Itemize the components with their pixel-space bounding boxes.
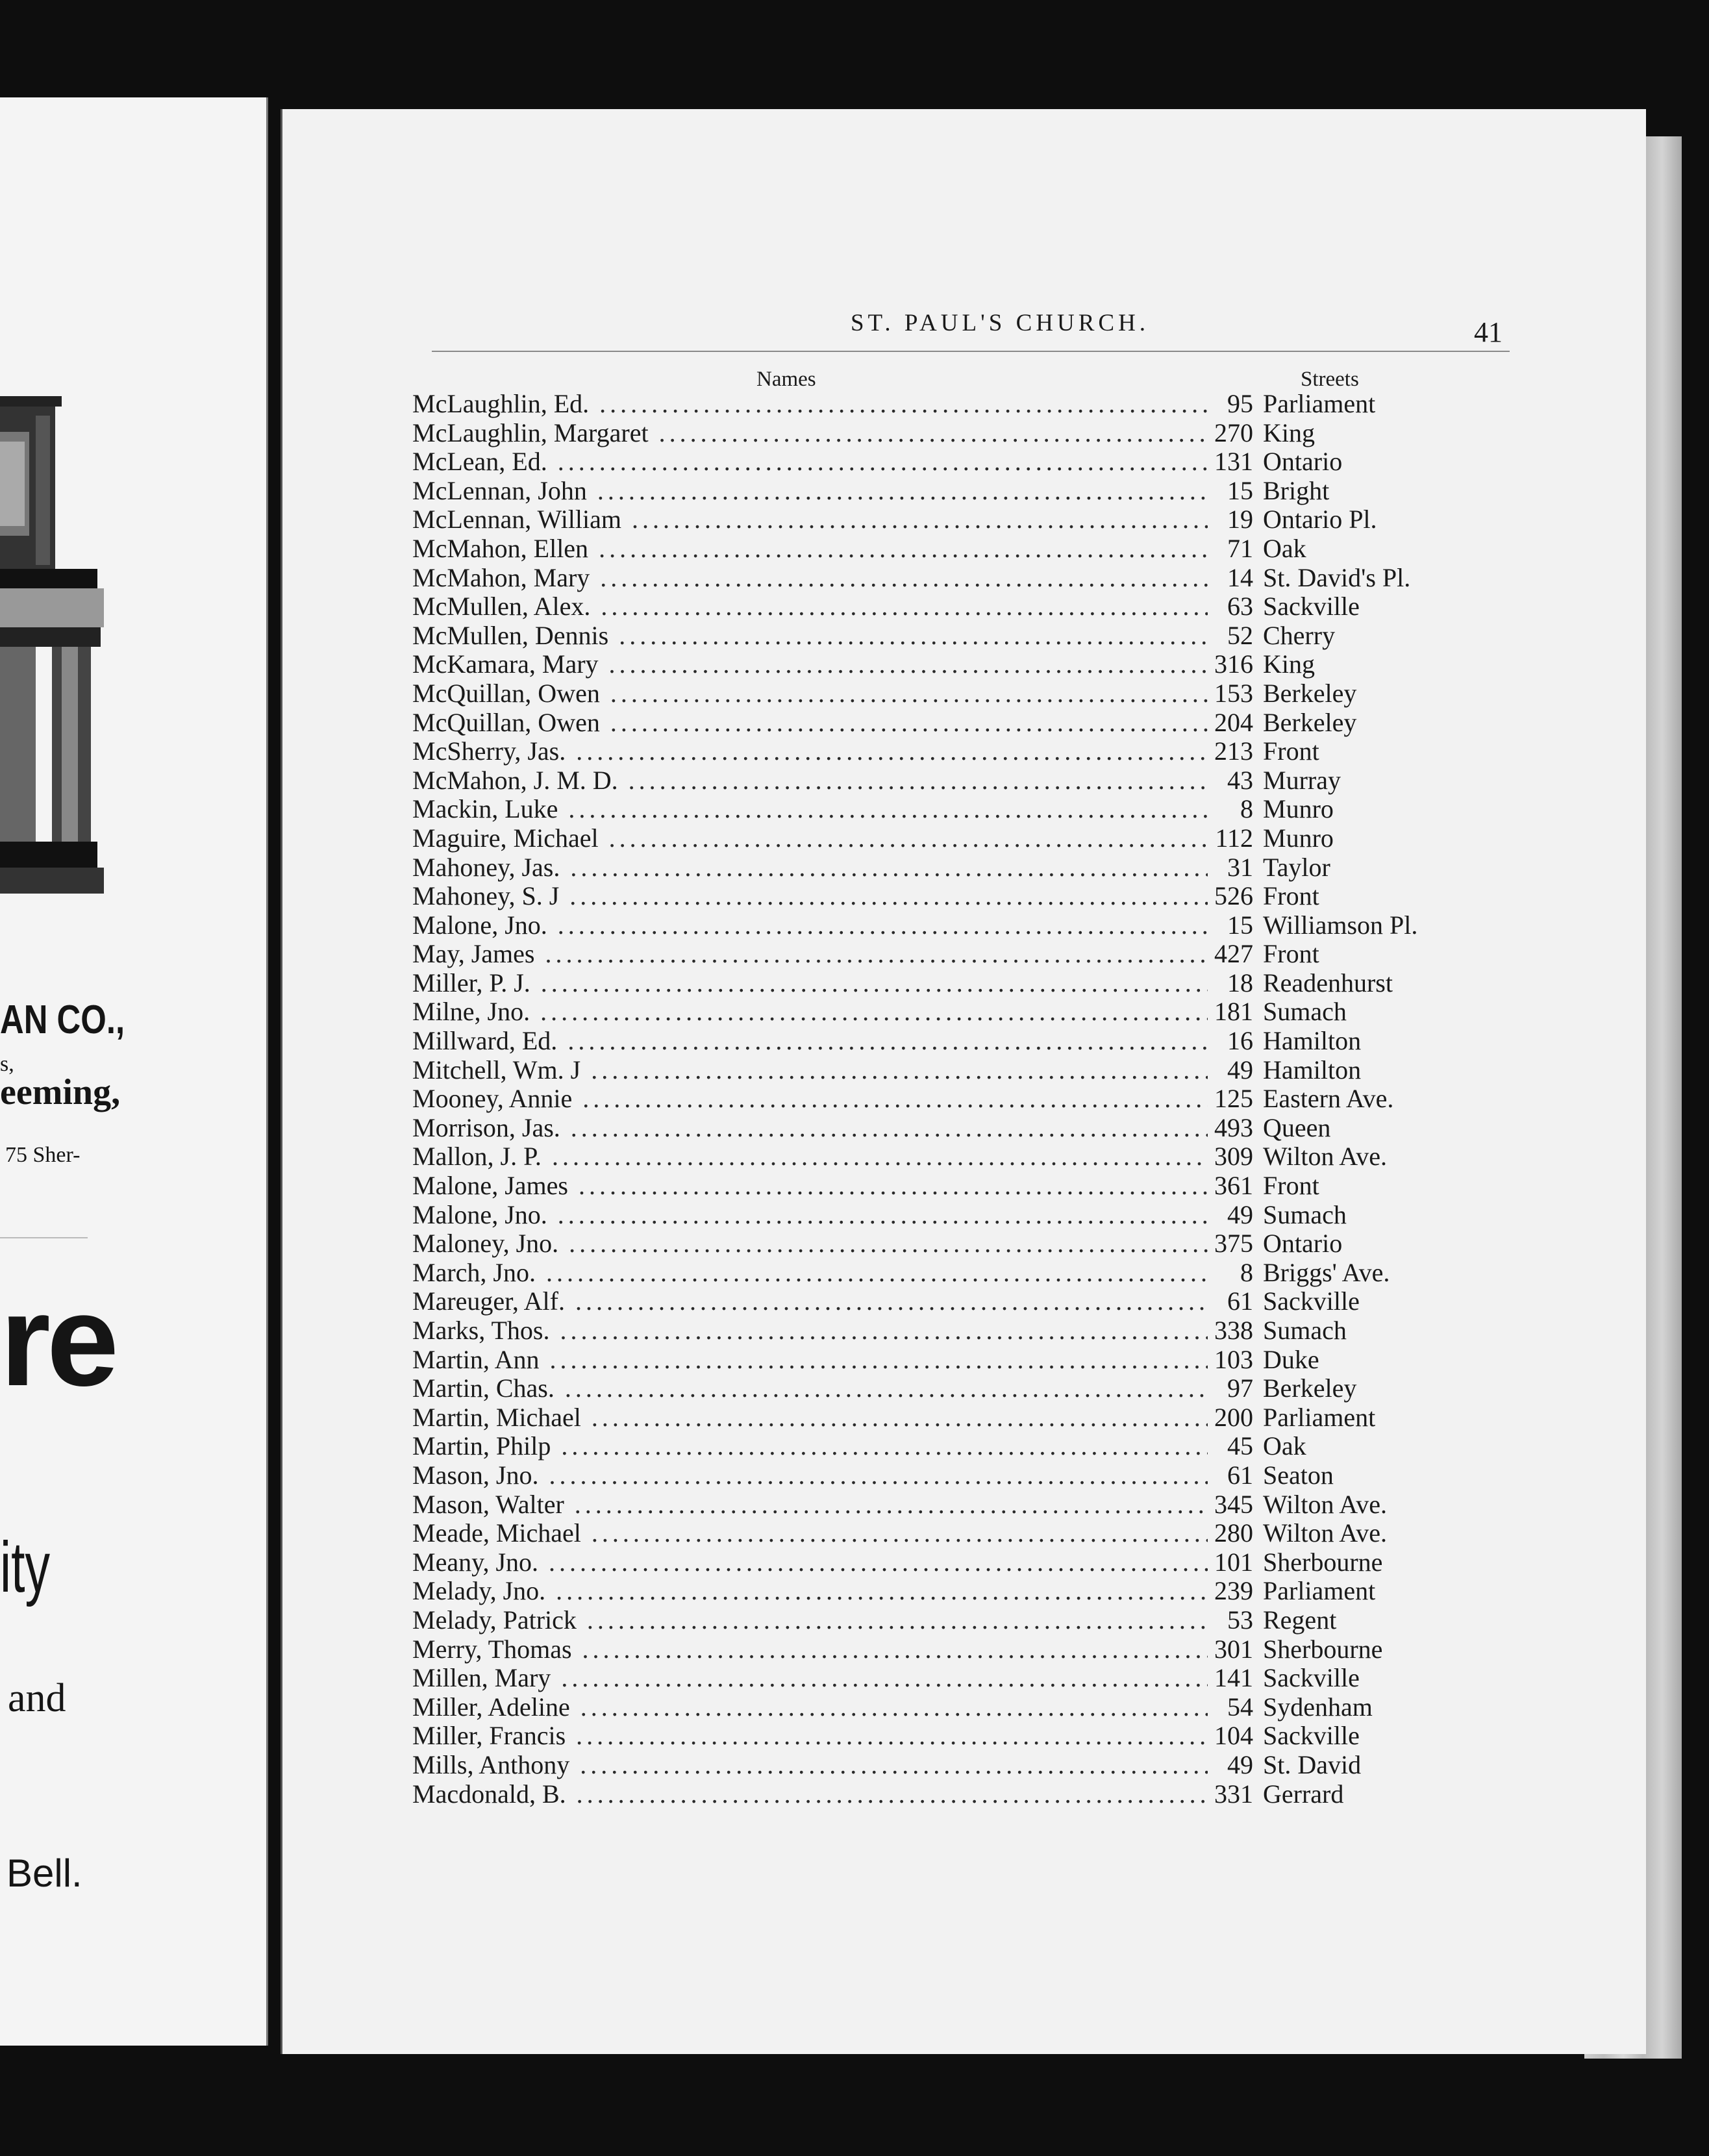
left-fragment-and: and bbox=[8, 1676, 66, 1720]
piano-illustration bbox=[0, 396, 110, 903]
entry-name: Martin, Chas. ..... bbox=[412, 1374, 1208, 1403]
entry-house-number: 270 bbox=[1214, 418, 1253, 447]
entry-name: McQuillan, Owen ..... bbox=[412, 708, 1208, 737]
entry-street: Sumach bbox=[1263, 1199, 1347, 1229]
entry-street: Front bbox=[1263, 736, 1319, 766]
list-item bbox=[412, 1635, 1646, 1664]
entry-name: Maloney, Jno. ..... bbox=[412, 1229, 1208, 1258]
names-column-heading: Names bbox=[756, 368, 816, 391]
entry-name: McMullen, Dennis ..... bbox=[412, 621, 1208, 650]
entry-name: Miller, Francis ..... bbox=[412, 1722, 1208, 1750]
entry-name: Mills, Anthony ..... bbox=[412, 1751, 1208, 1779]
list-item bbox=[412, 1751, 1646, 1780]
list-item bbox=[412, 1201, 1646, 1230]
entry-street: Regent bbox=[1263, 1605, 1337, 1635]
entry-name: Malone, Jno. ..... bbox=[412, 1201, 1208, 1229]
left-facing-page bbox=[0, 97, 268, 2046]
entry-name: McSherry, Jas. ..... bbox=[412, 737, 1208, 766]
list-item bbox=[412, 1142, 1646, 1172]
entry-name: McMahon, Ellen ..... bbox=[412, 534, 1208, 563]
list-item bbox=[412, 1027, 1646, 1056]
entry-name: Melady, Jno. ..... bbox=[412, 1577, 1208, 1605]
entry-street: Murray bbox=[1263, 765, 1341, 795]
list-item bbox=[412, 1548, 1646, 1577]
list-item bbox=[412, 1780, 1646, 1809]
list-item bbox=[412, 997, 1646, 1027]
list-item bbox=[412, 447, 1646, 477]
entry-house-number: 63 bbox=[1227, 592, 1253, 621]
entry-name: Malone, James ..... bbox=[412, 1172, 1208, 1200]
list-item bbox=[412, 1693, 1646, 1722]
left-company-fragment: AN CO., bbox=[0, 997, 125, 1042]
entry-street: Ontario bbox=[1263, 447, 1343, 477]
entry-house-number: 49 bbox=[1227, 1749, 1253, 1779]
entry-street: Front bbox=[1263, 1171, 1319, 1201]
list-item bbox=[412, 564, 1646, 593]
list-item bbox=[412, 1606, 1646, 1635]
entry-street: Parliament bbox=[1263, 389, 1376, 418]
entry-name: McLaughlin, Ed. ..... bbox=[412, 390, 1208, 418]
list-item bbox=[412, 1056, 1646, 1085]
page-number: 41 bbox=[1474, 316, 1503, 348]
entry-street: Queen bbox=[1263, 1112, 1331, 1142]
directory-list bbox=[412, 390, 1646, 1809]
left-divider bbox=[0, 1237, 88, 1238]
entry-house-number: 427 bbox=[1214, 939, 1253, 969]
streets-column-heading: Streets bbox=[1301, 368, 1359, 391]
entry-street: Sackville bbox=[1263, 592, 1360, 621]
entry-house-number: 526 bbox=[1214, 881, 1253, 911]
entry-name: Millward, Ed. ..... bbox=[412, 1027, 1208, 1055]
entry-name: Martin, Philp ..... bbox=[412, 1432, 1208, 1460]
entry-house-number: 49 bbox=[1227, 1055, 1253, 1084]
entry-street: Briggs' Ave. bbox=[1263, 1257, 1390, 1287]
entry-street: Munro bbox=[1263, 794, 1334, 824]
entry-house-number: 213 bbox=[1214, 736, 1253, 766]
list-item bbox=[412, 824, 1646, 853]
entry-house-number: 204 bbox=[1214, 707, 1253, 737]
list-item bbox=[412, 1432, 1646, 1461]
entry-name: Marks, Thos. ..... bbox=[412, 1316, 1208, 1345]
list-item bbox=[412, 969, 1646, 998]
entry-house-number: 181 bbox=[1214, 997, 1253, 1027]
entry-street: Sumach bbox=[1263, 1316, 1347, 1345]
entry-street: King bbox=[1263, 418, 1315, 447]
entry-street: Parliament bbox=[1263, 1576, 1376, 1606]
list-item bbox=[412, 708, 1646, 738]
entry-street: Berkeley bbox=[1263, 1373, 1357, 1403]
entry-street: Bright bbox=[1263, 475, 1330, 505]
list-item bbox=[412, 1374, 1646, 1403]
entry-street: Readenhurst bbox=[1263, 968, 1393, 997]
entry-street: Eastern Ave. bbox=[1263, 1084, 1394, 1114]
entry-street: Cherry bbox=[1263, 620, 1336, 650]
entry-street: Wilton Ave. bbox=[1263, 1489, 1387, 1519]
list-item bbox=[412, 1316, 1646, 1346]
entry-name: Mahoney, S. J ..... bbox=[412, 882, 1208, 910]
list-item bbox=[412, 795, 1646, 824]
entry-street: Front bbox=[1263, 939, 1319, 969]
list-item bbox=[412, 1461, 1646, 1490]
entry-street: Williamson Pl. bbox=[1263, 910, 1418, 940]
entry-street: King bbox=[1263, 649, 1315, 679]
entry-house-number: 19 bbox=[1227, 505, 1253, 534]
entry-name: Milne, Jno. ..... bbox=[412, 997, 1208, 1026]
list-item bbox=[412, 1172, 1646, 1201]
entry-street: Sherbourne bbox=[1263, 1547, 1383, 1577]
header-rule bbox=[432, 351, 1510, 352]
left-fragment-bell: Bell. bbox=[6, 1851, 82, 1895]
list-item bbox=[412, 1346, 1646, 1375]
entry-house-number: 43 bbox=[1227, 765, 1253, 795]
entry-street: Gerrard bbox=[1263, 1779, 1344, 1809]
entry-name: Martin, Michael ..... bbox=[412, 1403, 1208, 1432]
entry-name: Mallon, J. P. ..... bbox=[412, 1142, 1208, 1171]
entry-house-number: 71 bbox=[1227, 533, 1253, 563]
entry-house-number: 375 bbox=[1214, 1229, 1253, 1259]
list-item bbox=[412, 1229, 1646, 1259]
list-item bbox=[412, 390, 1646, 419]
list-item bbox=[412, 766, 1646, 796]
list-item bbox=[412, 534, 1646, 564]
entry-name: McLaughlin, Margaret ..... bbox=[412, 419, 1208, 447]
entry-house-number: 316 bbox=[1214, 649, 1253, 679]
entry-name: McKamara, Mary ..... bbox=[412, 650, 1208, 679]
entry-house-number: 101 bbox=[1214, 1547, 1253, 1577]
list-item bbox=[412, 1664, 1646, 1693]
entry-street: Parliament bbox=[1263, 1402, 1376, 1432]
entry-house-number: 104 bbox=[1214, 1721, 1253, 1751]
list-item bbox=[412, 1403, 1646, 1433]
left-fragment-eeming: eeming, bbox=[0, 1072, 121, 1112]
list-item bbox=[412, 853, 1646, 883]
entry-street: Duke bbox=[1263, 1344, 1319, 1374]
entry-house-number: 345 bbox=[1214, 1489, 1253, 1519]
list-item bbox=[412, 882, 1646, 911]
entry-name: McLennan, William ..... bbox=[412, 505, 1208, 534]
entry-name: March, Jno. ..... bbox=[412, 1259, 1208, 1287]
list-item bbox=[412, 1577, 1646, 1606]
entry-house-number: 15 bbox=[1227, 475, 1253, 505]
entry-name: Mackin, Luke ..... bbox=[412, 795, 1208, 823]
entry-house-number: 18 bbox=[1227, 968, 1253, 997]
entry-street: St. David's Pl. bbox=[1263, 562, 1411, 592]
list-item bbox=[412, 1519, 1646, 1548]
entry-house-number: 301 bbox=[1214, 1634, 1253, 1664]
entry-street: Berkeley bbox=[1263, 707, 1357, 737]
directory-page bbox=[281, 109, 1646, 2054]
list-item bbox=[412, 1114, 1646, 1143]
entry-house-number: 309 bbox=[1214, 1142, 1253, 1172]
entry-house-number: 8 bbox=[1240, 1257, 1253, 1287]
entry-name: Martin, Ann ..... bbox=[412, 1346, 1208, 1374]
entry-street: Taylor bbox=[1263, 852, 1330, 882]
entry-house-number: 141 bbox=[1214, 1663, 1253, 1693]
entry-street: Munro bbox=[1263, 823, 1334, 853]
entry-house-number: 361 bbox=[1214, 1171, 1253, 1201]
entry-street: Oak bbox=[1263, 533, 1306, 563]
entry-name: Mahoney, Jas. ..... bbox=[412, 853, 1208, 882]
entry-street: St. David bbox=[1263, 1749, 1362, 1779]
entry-house-number: 52 bbox=[1227, 620, 1253, 650]
entry-street: Ontario bbox=[1263, 1229, 1343, 1259]
entry-house-number: 61 bbox=[1227, 1460, 1253, 1490]
entry-name: Maguire, Michael ..... bbox=[412, 824, 1208, 853]
list-item bbox=[412, 911, 1646, 940]
entry-house-number: 49 bbox=[1227, 1199, 1253, 1229]
list-item bbox=[412, 419, 1646, 448]
entry-street: Wilton Ave. bbox=[1263, 1518, 1387, 1548]
entry-street: Front bbox=[1263, 881, 1319, 911]
list-item bbox=[412, 505, 1646, 534]
entry-house-number: 239 bbox=[1214, 1576, 1253, 1606]
entry-house-number: 112 bbox=[1215, 823, 1253, 853]
entry-name: Melady, Patrick ..... bbox=[412, 1606, 1208, 1635]
entry-house-number: 131 bbox=[1214, 447, 1253, 477]
entry-name: Malone, Jno. ..... bbox=[412, 911, 1208, 940]
entry-name: May, James ..... bbox=[412, 940, 1208, 968]
entry-house-number: 493 bbox=[1214, 1112, 1253, 1142]
entry-name: Millen, Mary ..... bbox=[412, 1664, 1208, 1692]
entry-house-number: 14 bbox=[1227, 562, 1253, 592]
left-fragment-s: s, bbox=[0, 1052, 14, 1076]
list-item bbox=[412, 592, 1646, 621]
entry-street: Berkeley bbox=[1263, 678, 1357, 708]
entry-street: Oak bbox=[1263, 1431, 1306, 1461]
list-item bbox=[412, 1084, 1646, 1114]
entry-street: Sackville bbox=[1263, 1286, 1360, 1316]
left-fragment-ity: ity bbox=[0, 1527, 50, 1607]
entry-name: McMullen, Alex. ..... bbox=[412, 592, 1208, 621]
list-item bbox=[412, 679, 1646, 708]
entry-house-number: 103 bbox=[1214, 1344, 1253, 1374]
entry-house-number: 54 bbox=[1227, 1692, 1253, 1722]
entry-street: Sackville bbox=[1263, 1663, 1360, 1693]
entry-street: Sydenham bbox=[1263, 1692, 1373, 1722]
entry-house-number: 15 bbox=[1227, 910, 1253, 940]
entry-house-number: 8 bbox=[1240, 794, 1253, 824]
entry-street: Wilton Ave. bbox=[1263, 1142, 1387, 1172]
entry-house-number: 95 bbox=[1227, 389, 1253, 418]
entry-name: McMahon, J. M. D. ..... bbox=[412, 766, 1208, 795]
entry-name: Mareuger, Alf. ..... bbox=[412, 1287, 1208, 1316]
entry-name: McLennan, John ..... bbox=[412, 477, 1208, 505]
list-item bbox=[412, 1722, 1646, 1751]
page-header-title: ST. PAUL'S CHURCH. bbox=[850, 310, 1150, 336]
entry-house-number: 53 bbox=[1227, 1605, 1253, 1635]
entry-name: McQuillan, Owen ..... bbox=[412, 679, 1208, 708]
entry-house-number: 338 bbox=[1214, 1316, 1253, 1345]
entry-name: Miller, P. J. ..... bbox=[412, 969, 1208, 997]
entry-house-number: 153 bbox=[1214, 678, 1253, 708]
list-item bbox=[412, 477, 1646, 506]
entry-house-number: 331 bbox=[1214, 1779, 1253, 1809]
list-item bbox=[412, 1490, 1646, 1520]
entry-house-number: 16 bbox=[1227, 1026, 1253, 1056]
entry-street: Sherbourne bbox=[1263, 1634, 1383, 1664]
entry-name: Mitchell, Wm. J ..... bbox=[412, 1056, 1208, 1084]
entry-street: Hamilton bbox=[1263, 1055, 1362, 1084]
entry-name: McMahon, Mary ..... bbox=[412, 564, 1208, 592]
entry-street: Sackville bbox=[1263, 1721, 1360, 1751]
list-item bbox=[412, 621, 1646, 651]
entry-street: Sumach bbox=[1263, 997, 1347, 1027]
entry-house-number: 61 bbox=[1227, 1286, 1253, 1316]
entry-street: Ontario Pl. bbox=[1263, 505, 1377, 534]
left-big-text: re bbox=[0, 1268, 116, 1413]
entry-house-number: 125 bbox=[1214, 1084, 1253, 1114]
list-item bbox=[412, 1287, 1646, 1316]
entry-name: Meade, Michael ..... bbox=[412, 1519, 1208, 1548]
entry-street: Seaton bbox=[1263, 1460, 1334, 1490]
entry-house-number: 200 bbox=[1214, 1402, 1253, 1432]
entry-name: Miller, Adeline ..... bbox=[412, 1693, 1208, 1722]
entry-street: Hamilton bbox=[1263, 1026, 1362, 1056]
entry-house-number: 31 bbox=[1227, 852, 1253, 882]
entry-name: Mooney, Annie ..... bbox=[412, 1084, 1208, 1113]
entry-name: Mason, Walter ..... bbox=[412, 1490, 1208, 1519]
entry-name: Macdonald, B. ..... bbox=[412, 1780, 1208, 1809]
entry-house-number: 97 bbox=[1227, 1373, 1253, 1403]
list-item bbox=[412, 940, 1646, 969]
entry-name: Merry, Thomas ..... bbox=[412, 1635, 1208, 1664]
entry-name: Mason, Jno. ..... bbox=[412, 1461, 1208, 1490]
left-fragment-sher: 75 Sher- bbox=[5, 1143, 81, 1167]
entry-name: Meany, Jno. ..... bbox=[412, 1548, 1208, 1577]
list-item bbox=[412, 737, 1646, 766]
entry-name: McLean, Ed. ..... bbox=[412, 447, 1208, 476]
entry-name: Morrison, Jas. ..... bbox=[412, 1114, 1208, 1142]
list-item bbox=[412, 1259, 1646, 1288]
entry-house-number: 280 bbox=[1214, 1518, 1253, 1548]
entry-house-number: 45 bbox=[1227, 1431, 1253, 1461]
list-item bbox=[412, 650, 1646, 679]
